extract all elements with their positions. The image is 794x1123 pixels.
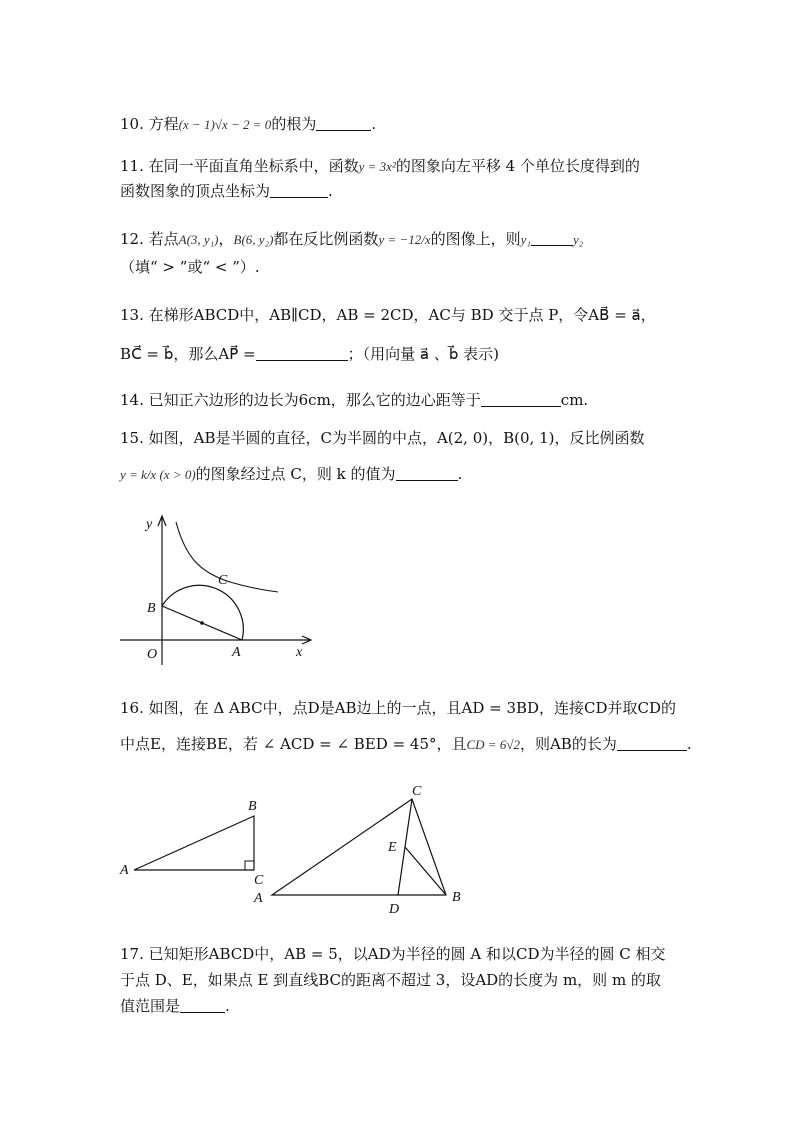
q17-period: . [225, 997, 230, 1015]
q15-text-a: 15. 如图，AB是半圆的直径，C为半圆的中点，A(2, 0)，B(0, 1)，反比例函数 [120, 429, 645, 447]
q13-text-c: ；（用向量 a⃗ 、b⃗ 表示) [347, 345, 499, 363]
q14-text: 14. 已知正六边形的边长为6cm，那么它的边心距等于 [120, 391, 481, 409]
fig2-label-d: D [389, 902, 400, 915]
fig2-label-c: C [412, 784, 422, 799]
q16-text-a: 16. 如图，在 Δ ABC中，点D是AB边上的一点，且AD = 3BD，连接CD并取CD的 [120, 699, 677, 717]
question-16-line-2 [120, 733, 692, 754]
q12-hint: （填“ > ”或“ < ”）. [120, 258, 260, 276]
q16-figure-right-triangle [112, 792, 272, 892]
q15-period: . [457, 465, 463, 483]
q13-text-b: BC⃗ = b⃗，那么AP⃗ = [120, 345, 256, 363]
q12-function: y = −12/x [378, 232, 431, 247]
q12-text-b: 都在反比例函数 [273, 230, 379, 248]
label-x: x [296, 645, 303, 660]
question-16-line-1 [120, 697, 676, 718]
q14-unit: cm. [560, 391, 589, 409]
q11-period: . [328, 182, 333, 200]
q11-text-b: 的图象向左平移 4 个单位长度得到的 [395, 157, 640, 175]
q10-prefix: 方程 [148, 115, 179, 133]
q11-answer-blank[interactable] [270, 183, 328, 198]
label-a: A [232, 645, 241, 660]
triangle-abc [272, 799, 446, 895]
q16-text-c: ，则AB的长为 [519, 735, 617, 753]
triangle-abc [134, 816, 254, 870]
q11-text-a: 11. 在同一平面直角坐标系中，函数 [120, 157, 359, 175]
q12-point-b: B(6, y₂) [233, 232, 274, 247]
question-12-line-1 [120, 228, 583, 249]
q12-y1: y₁ [520, 232, 531, 247]
segment-be [405, 847, 446, 895]
question-15-line-1 [120, 427, 644, 448]
q15-text-b: 的图象经过点 C，则 k 的值为 [195, 465, 396, 483]
center-point [200, 621, 204, 625]
q17-answer-blank[interactable] [180, 998, 225, 1013]
q12-text-a: 12. 若点 [120, 230, 179, 248]
q12-answer-blank[interactable] [531, 231, 573, 246]
q11-function: y = 3x² [358, 159, 396, 174]
q17-text-c: 值范围是 [120, 997, 181, 1015]
q12-text-c: 的图像上，则 [430, 230, 521, 248]
q12-point-a: A(3, y₁) [178, 232, 219, 247]
q14-answer-blank[interactable] [481, 392, 561, 407]
label-c: C [218, 573, 228, 588]
q16-answer-blank[interactable] [617, 736, 687, 751]
question-12-line-2 [120, 256, 260, 277]
q12-separator: ， [218, 230, 234, 248]
question-17-line-2 [120, 969, 661, 990]
q16-cd-length: CD = 6√2 [466, 737, 520, 752]
q15-figure [110, 510, 330, 670]
q10-equation: (x − 1)√x − 2 = 0 [178, 117, 272, 132]
fig1-label-c: C [254, 873, 264, 888]
q10-number: 10. [120, 115, 144, 133]
q13-answer-blank[interactable] [256, 346, 348, 361]
fig2-label-e: E [388, 840, 397, 855]
question-13-line-1 [120, 304, 656, 325]
label-b: B [147, 601, 156, 616]
q17-text-b: 于点 D、E，如果点 E 到直线BC的距离不超过 3，设AD的长度为 m，则 m 的取 [120, 971, 661, 989]
question-14 [120, 389, 588, 410]
question-17-line-3 [120, 995, 230, 1016]
fig2-label-b: B [452, 890, 461, 905]
fig1-label-b: B [248, 799, 257, 814]
q11-text-c: 函数图象的顶点坐标为 [120, 182, 271, 200]
q10-answer-blank[interactable] [316, 116, 371, 131]
q17-text-a: 17. 已知矩形ABCD中，AB = 5，以AD为半径的圆 A 和以CD为半径的圆 C 相交 [120, 945, 666, 963]
q10-suffix: 的根为 [271, 115, 317, 133]
question-15-line-2 [120, 463, 462, 484]
label-o: O [147, 647, 158, 662]
q16-figure-triangle [250, 780, 480, 915]
q16-text-b: 中点E，连接BE，若 ∠ ACD = ∠ BED = 45°，且 [120, 735, 467, 753]
q12-y2: y₂ [572, 232, 584, 247]
semicircle-arc [162, 585, 243, 640]
fig1-label-a: A [120, 863, 129, 878]
question-10 [120, 113, 376, 134]
label-y: y [146, 517, 153, 532]
q16-period: . [686, 735, 692, 753]
question-11-line-2 [120, 180, 333, 201]
question-11-line-1 [120, 155, 640, 176]
q10-period: . [371, 115, 377, 133]
question-13-line-2 [120, 343, 499, 364]
q15-answer-blank[interactable] [396, 466, 458, 481]
fig2-label-a: A [254, 891, 263, 906]
question-17-line-1 [120, 943, 666, 964]
q13-text-a: 13. 在梯形ABCD中，AB∥CD，AB = 2CD，AC与 BD 交于点 P，令AB⃗ = a⃗， [120, 306, 656, 324]
q15-function: y = k/x (x > 0) [120, 467, 196, 482]
